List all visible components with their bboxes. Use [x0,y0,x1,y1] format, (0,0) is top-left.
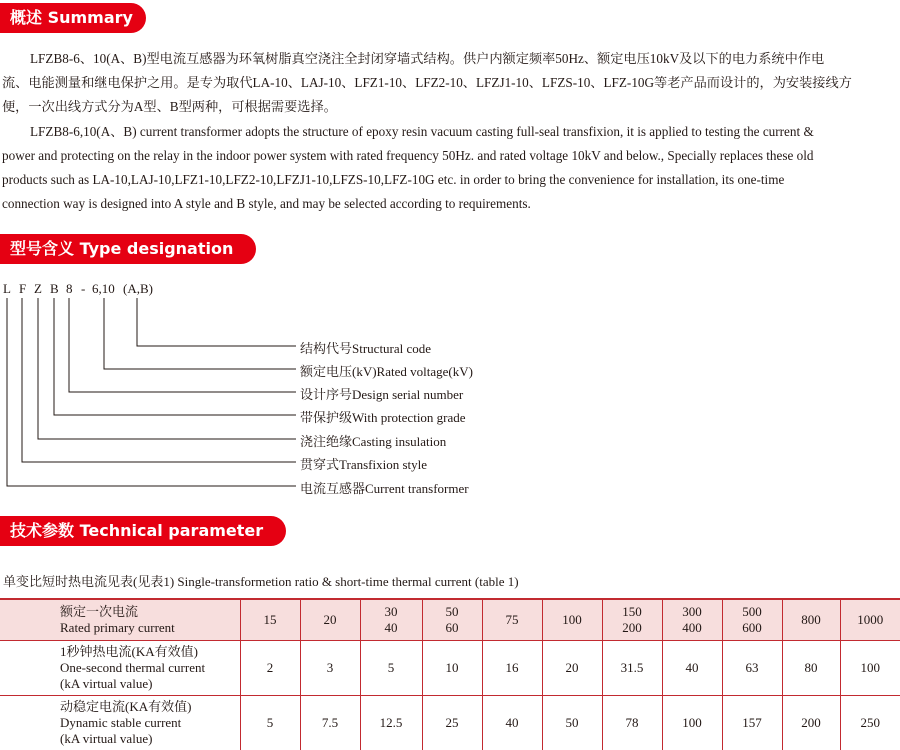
cell-value: 300 [682,604,702,619]
cell-value: 7.5 [321,715,339,730]
cell-value: 100 [682,715,702,730]
table-cell [360,599,422,641]
designation-structural-code: 结构代号Structural code [300,341,432,356]
table-cell [300,641,360,696]
row-label [0,696,240,750]
table-row [0,599,900,641]
table-cell [722,599,782,641]
model-code-part: Z [34,281,42,296]
model-code-part: F [19,281,27,296]
row-label-line: (kA virtual value) [60,676,153,691]
table-row [0,696,900,750]
leader-line [137,298,296,346]
cell-value: 60 [445,620,459,635]
designation-design-serial: 设计序号Design serial number [300,387,464,402]
cell-value: 500 [742,604,762,619]
table-cell [300,696,360,750]
cell-value: 15 [263,612,277,627]
model-code-part: 6,10 [92,281,115,296]
row-label-line: 额定一次电流 [60,604,139,619]
summary-cn-line: 便，一次出线方式分为A型、B型两种，可根据需要选择。 [2,99,337,114]
table-cell [542,641,602,696]
table-cell [360,641,422,696]
model-code-part: L [3,281,11,296]
designation-transfixion-style: 贯穿式Transfixion style [300,457,427,472]
table-cell [840,599,900,641]
cell-value: 63 [745,660,759,675]
cell-value: 78 [625,715,639,730]
cell-value: 12.5 [379,715,403,730]
cell-value: 40 [505,715,519,730]
table-caption: 单变比短时热电流见表(见表1) Single-transformetion ratio & short-time thermal current (table 1) [3,574,519,589]
summary-heading: 概述 Summary [0,3,146,33]
model-code-part: B [50,281,59,296]
table-cell [240,599,300,641]
cell-value: 100 [562,612,582,627]
table-cell [422,641,482,696]
table-cell [782,599,840,641]
leader-line [104,298,296,369]
cell-value: 80 [804,660,818,675]
summary-en-line: power and protecting on the relay in the indoor power system with rated frequency 50Hz. and rated voltage 10kV and below., Specially replaces these old [2,148,814,163]
cell-value: 400 [682,620,702,635]
table-cell [422,599,482,641]
cell-value: 2 [266,660,274,675]
table-cell [840,696,900,750]
table-cell [482,641,542,696]
row-label-line: Dynamic stable current [60,715,182,730]
cell-value: 40 [685,660,699,675]
row-label-line: 1秒钟热电流(KA有效值) [60,644,198,659]
cell-value: 3 [326,660,334,675]
cell-value: 157 [742,715,762,730]
cell-value: 16 [505,660,519,675]
cell-value: 10 [445,660,459,675]
leader-line [22,298,296,462]
cell-value: 30 [384,604,398,619]
model-code-part: - [81,281,86,296]
cell-value: 25 [445,715,459,730]
cell-value: 20 [565,660,579,675]
cell-value: 5 [387,660,395,675]
row-label-line: One-second thermal current [60,660,206,675]
table-cell [722,696,782,750]
designation-casting-insulation: 浇注绝缘Casting insulation [300,434,447,449]
summary-en-line: LFZB8-6,10(A、B) current transformer adopts the structure of epoxy resin vacuum casting full-seal transfixion, it is applied to testing the current & [30,124,814,139]
designation-rated-voltage: 额定电压(kV)Rated voltage(kV) [300,364,473,379]
row-label-line: Rated primary current [60,620,175,635]
cell-value: 40 [384,620,398,635]
cell-value: 50 [565,715,579,730]
table-cell [240,641,300,696]
cell-value: 600 [742,620,762,635]
cell-value: 50 [445,604,459,619]
leader-line [54,298,296,415]
type-designation-heading: 型号含义 Type designation [0,234,256,264]
table-cell [602,696,662,750]
summary-cn-line: LFZB8-6、10(A、B)型电流互感器为环氧树脂真空浇注全封闭穿墙式结构。供户内额定频率50Hz、额定电压10kV及以下的电力系统中作电 [30,51,825,66]
cell-value: 250 [860,715,880,730]
summary-en-line: connection way is designed into A style and B style, and may be selected according to requirements. [2,196,531,211]
table-cell [662,696,722,750]
table-cell [782,696,840,750]
table-cell [602,599,662,641]
table-cell [662,599,722,641]
table-cell [240,696,300,750]
designation-current-transformer: 电流互感器Current transformer [300,481,469,496]
leader-line [69,298,296,392]
table-cell [542,599,602,641]
cell-value: 200 [801,715,821,730]
cell-value: 5 [266,715,274,730]
model-code-part: 8 [66,281,73,296]
table-cell [782,641,840,696]
row-label-line: 动稳定电流(KA有效值) [60,699,192,714]
row-label [0,599,240,641]
table-cell [662,641,722,696]
technical-parameter-heading: 技术参数 Technical parameter [0,516,286,546]
table-cell [482,696,542,750]
model-code-part: (A,B) [123,281,153,296]
table-cell [840,641,900,696]
table-cell [300,599,360,641]
parameter-table [0,598,900,750]
table-cell [482,599,542,641]
table-cell [722,641,782,696]
table-cell [602,641,662,696]
cell-value: 75 [505,612,519,627]
cell-value: 100 [860,660,880,675]
table-row [0,641,900,696]
designation-protection-grade: 带保护级With protection grade [300,410,466,425]
summary-en-line: products such as LA-10,LAJ-10,LFZ1-10,LFZ2-10,LFZJ1-10,LFZS-10,LFZ-10G etc. in order to bring the convenience for installation, its one-time [2,172,785,187]
cell-value: 1000 [857,612,884,627]
row-label [0,641,240,696]
cell-value: 800 [801,612,821,627]
table-cell [360,696,422,750]
summary-cn-line: 流、电能测量和继电保护之用。是专为取代LA-10、LAJ-10、LFZ1-10、LFZ2-10、LFZJ1-10、LFZS-10、LFZ-10G等老产品而设计的，为安装接线方 [2,75,852,90]
table-cell [422,696,482,750]
cell-value: 31.5 [620,660,644,675]
table-cell [542,696,602,750]
row-label-line: (kA virtual value) [60,731,153,746]
cell-value: 150 [622,604,642,619]
cell-value: 200 [622,620,642,635]
cell-value: 20 [323,612,337,627]
